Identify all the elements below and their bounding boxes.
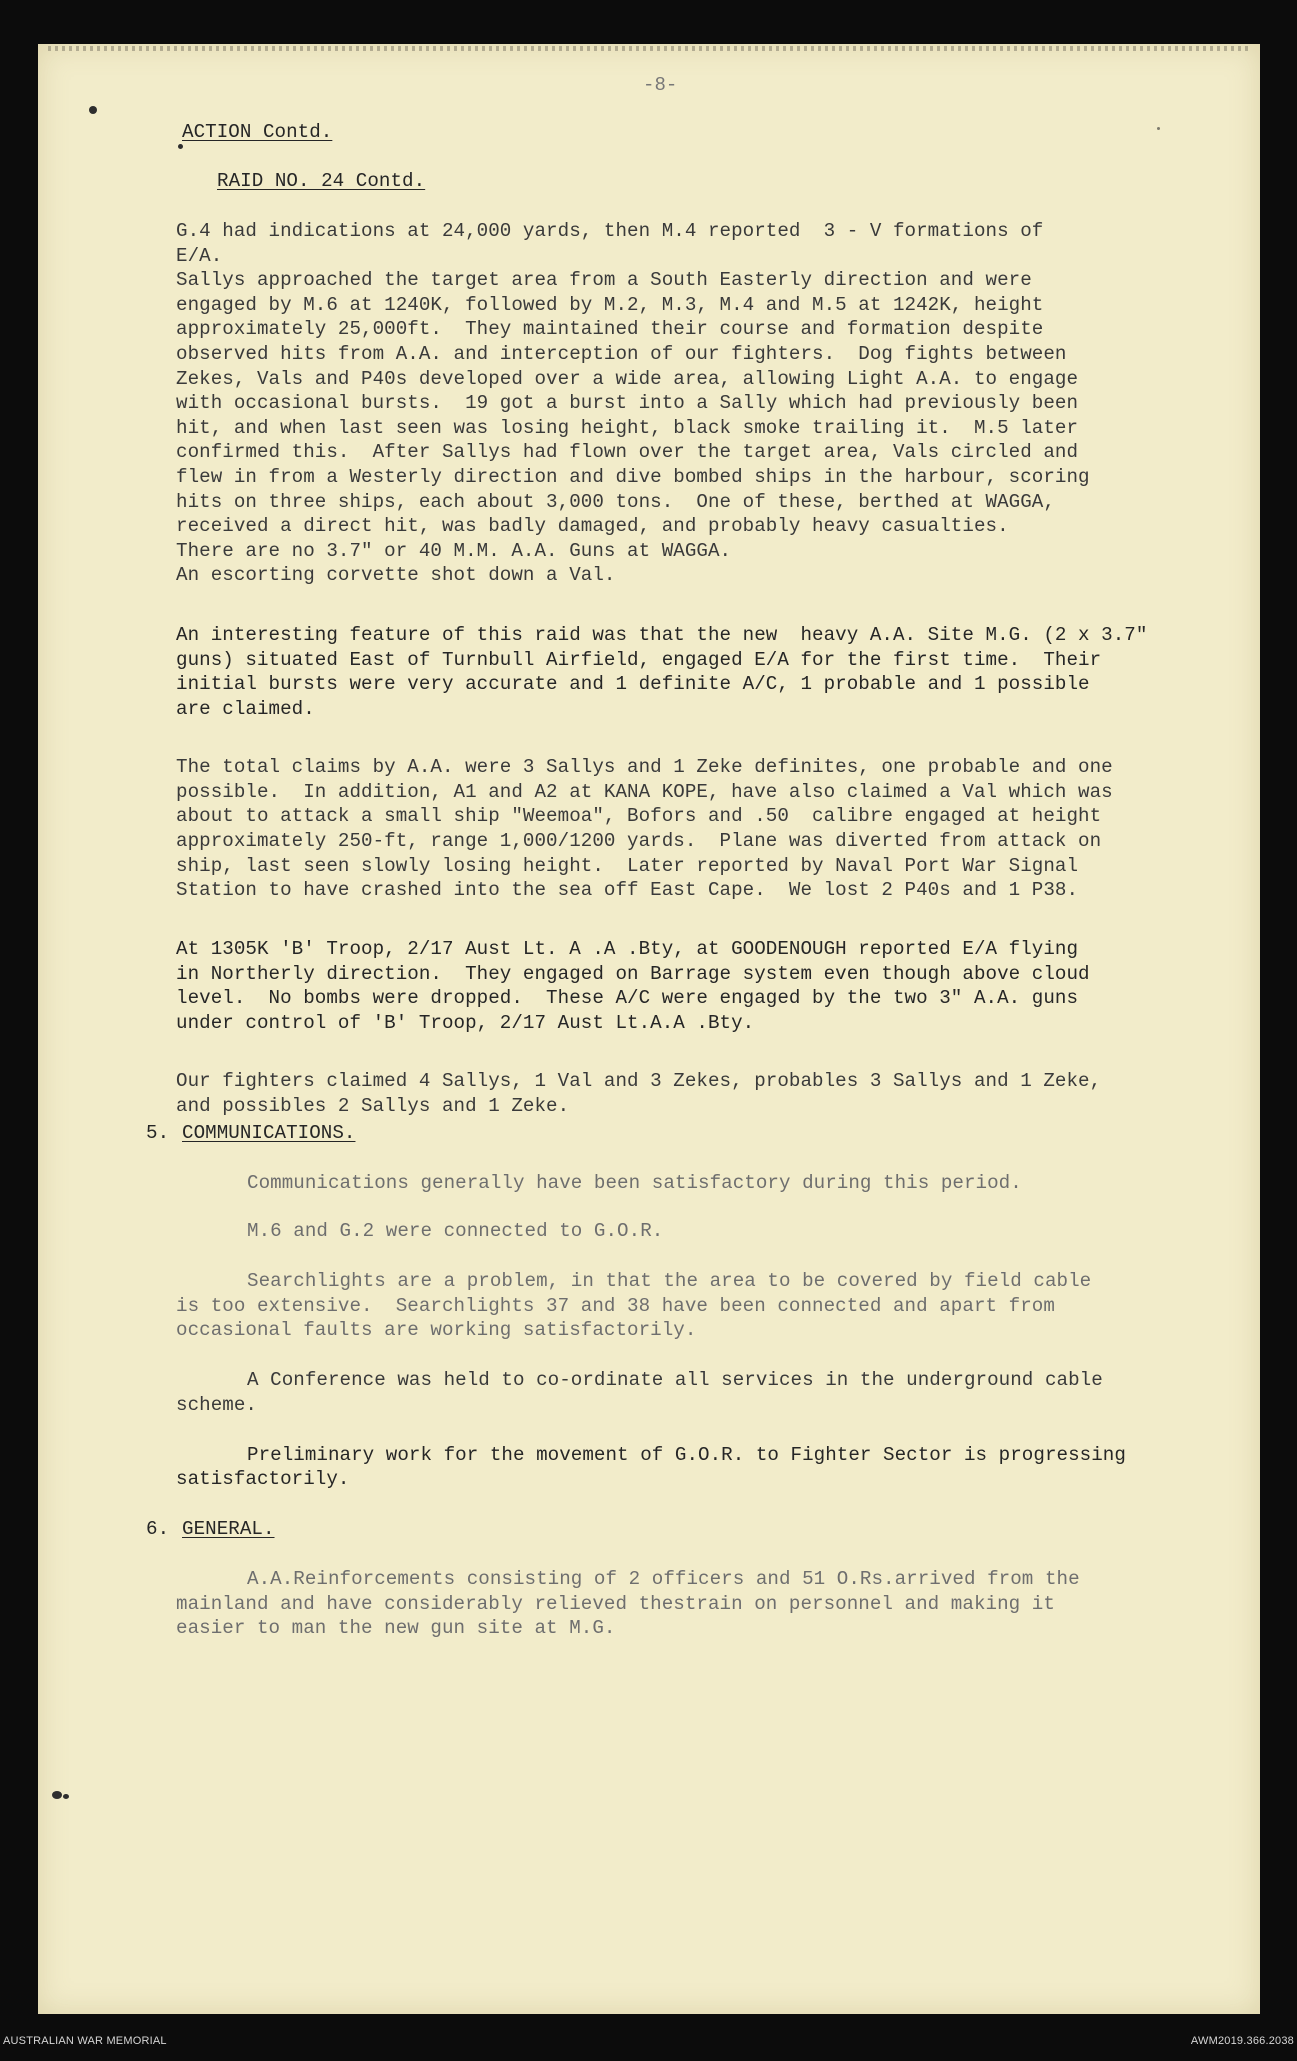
- text-line: An escorting corvette shot down a Val.: [176, 564, 616, 586]
- text-line: An interesting feature of this raid was that the new heavy A.A. Site M.G. (2 x 3.7": [176, 624, 1148, 646]
- text-line: At 1305K 'B' Troop, 2/17 Aust Lt. A .A .Bty, at GOODENOUGH reported E/A flying: [176, 938, 1079, 960]
- text-line: about to attack a small ship "Weemoa", Bofors and .50 calibre engaged at height: [176, 805, 1102, 827]
- footer-institution: AUSTRALIAN WAR MEMORIAL: [3, 2035, 167, 2047]
- text-line: The total claims by A.A. were 3 Sallys and 1 Zeke definites, one probable and one: [176, 756, 1113, 778]
- text-line: Sallys approached the target area from a South Easterly direction and were: [176, 269, 1032, 291]
- text-line: flew in from a Westerly direction and dive bombed ships in the harbour, scoring: [176, 466, 1090, 488]
- section-number: 5.: [146, 1122, 170, 1144]
- text-line: Preliminary work for the movement of G.O.R. to Fighter Sector is progressing: [247, 1444, 1126, 1466]
- text-line: confirmed this. After Sallys had flown over the target area, Vals circled and: [176, 441, 1079, 463]
- text-line: Communications generally have been satisfactory during this period.: [247, 1172, 1022, 1194]
- text-line: under control of 'B' Troop, 2/17 Aust Lt.A.A .Bty.: [176, 1012, 755, 1034]
- text-line: satisfactorily.: [176, 1468, 350, 1490]
- text-line: occasional faults are working satisfactorily.: [176, 1319, 697, 1341]
- section-heading: COMMUNICATIONS.: [182, 1122, 356, 1144]
- action-heading: ACTION Contd.: [182, 121, 333, 143]
- text-line: approximately 25,000ft. They maintained their course and formation despite: [176, 318, 1044, 340]
- text-line: hits on three ships, each about 3,000 tons. One of these, berthed at WAGGA,: [176, 491, 1055, 513]
- text-line: level. No bombs were dropped. These A/C were engaged by the two 3" A.A. guns: [176, 987, 1079, 1009]
- ink-mark: [1157, 127, 1160, 130]
- text-line: hit, and when last seen was losing height, black smoke trailing it. M.5 later: [176, 417, 1079, 439]
- section-heading: GENERAL.: [182, 1518, 275, 1540]
- text-line: ship, last seen slowly losing height. Later reported by Naval Port War Signal: [176, 855, 1079, 877]
- punch-hole-mark: [89, 106, 97, 114]
- text-line: in Northerly direction. They engaged on Barrage system even though above cloud: [176, 963, 1090, 985]
- text-line: engaged by M.6 at 1240K, followed by M.2, M.3, M.4 and M.5 at 1242K, height: [176, 294, 1044, 316]
- punch-hole-mark: [52, 1791, 62, 1799]
- text-line: guns) situated East of Turnbull Airfield, engaged E/A for the first time. Their: [176, 649, 1102, 671]
- text-line: There are no 3.7" or 40 M.M. A.A. Guns at WAGGA.: [176, 540, 732, 562]
- section-number: 6.: [146, 1518, 170, 1540]
- text-line: observed hits from A.A. and interception of our fighters. Dog fights between: [176, 343, 1067, 365]
- text-line: received a direct hit, was badly damaged, and probably heavy casualties.: [176, 515, 1009, 537]
- raid-heading: RAID NO. 24 Contd.: [217, 170, 426, 192]
- text-line: mainland and have considerably relieved thestrain on personnel and making it: [176, 1593, 1055, 1615]
- text-line: G.4 had indications at 24,000 yards, then M.4 reported 3 - V formations of: [176, 220, 1044, 242]
- page-number: -8-: [643, 74, 678, 96]
- text-line: Zekes, Vals and P40s developed over a wide area, allowing Light A.A. to engage: [176, 368, 1079, 390]
- text-line: Station to have crashed into the sea off East Cape. We lost 2 P40s and 1 P38.: [176, 879, 1079, 901]
- text-line: scheme.: [176, 1394, 257, 1416]
- text-line: with occasional bursts. 19 got a burst into a Sally which had previously been: [176, 392, 1079, 414]
- text-line: Searchlights are a problem, in that the area to be covered by field cable: [247, 1270, 1092, 1292]
- text-line: A Conference was held to co-ordinate all services in the underground cable: [247, 1369, 1103, 1391]
- ink-mark: [63, 1794, 69, 1799]
- text-line: A.A.Reinforcements consisting of 2 officers and 51 O.Rs.arrived from the: [247, 1568, 1080, 1590]
- text-line: possible. In addition, A1 and A2 at KANA KOPE, have also claimed a Val which was: [176, 781, 1113, 803]
- text-line: and possibles 2 Sallys and 1 Zeke.: [176, 1095, 570, 1117]
- footer-accession-number: AWM2019.366.2038: [1190, 2035, 1294, 2047]
- text-line: is too extensive. Searchlights 37 and 38 have been connected and apart from: [176, 1295, 1055, 1317]
- text-line: E/A.: [176, 245, 223, 267]
- text-line: M.6 and G.2 were connected to G.O.R.: [247, 1220, 664, 1242]
- text-line: easier to man the new gun site at M.G.: [176, 1617, 616, 1639]
- text-line: initial bursts were very accurate and 1 definite A/C, 1 probable and 1 possible: [176, 673, 1090, 695]
- ink-mark: [178, 144, 183, 149]
- text-line: are claimed.: [176, 698, 315, 720]
- text-line: Our fighters claimed 4 Sallys, 1 Val and 3 Zekes, probables 3 Sallys and 1 Zeke,: [176, 1070, 1102, 1092]
- text-line: approximately 250-ft, range 1,000/1200 yards. Plane was diverted from attack on: [176, 830, 1102, 852]
